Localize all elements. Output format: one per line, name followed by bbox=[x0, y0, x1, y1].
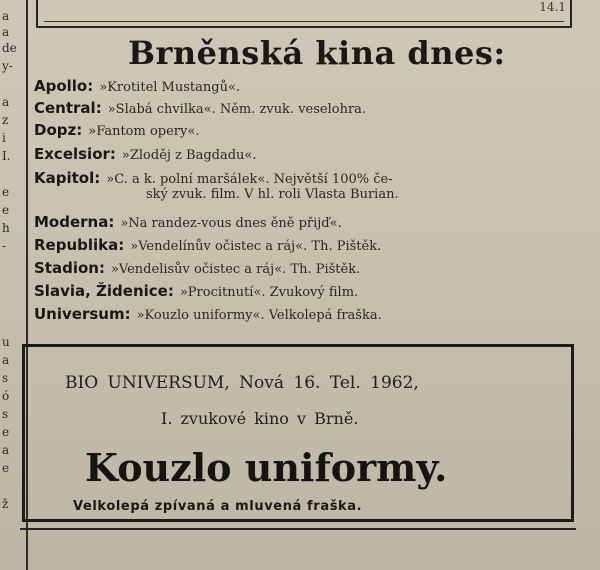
cinema-program: »Vendelisův očistec a ráj«. Th. Pištěk. bbox=[110, 262, 361, 277]
cinema-listing-excelsior bbox=[34, 146, 257, 164]
left-fragment: a bbox=[2, 95, 10, 109]
top-box-fragment: 14.1 bbox=[539, 0, 566, 14]
page-heading: Brněnská kina dnes: bbox=[128, 34, 506, 72]
cinema-listing-apollo bbox=[34, 78, 240, 96]
cinema-name: Republika: bbox=[34, 236, 125, 254]
cinema-listing-kapitol bbox=[34, 170, 399, 202]
cinema-name: Universum: bbox=[34, 305, 131, 323]
left-fragment: a bbox=[2, 9, 10, 23]
left-fragment: s bbox=[2, 371, 9, 385]
advertisement-box bbox=[22, 344, 574, 522]
cinema-listing-central bbox=[34, 100, 366, 118]
cinema-program: »Procitnutí«. Zvukový film. bbox=[179, 285, 359, 300]
ad-film-title: Kouzlo uniformy. bbox=[85, 445, 448, 490]
left-fragment: z bbox=[2, 113, 9, 127]
top-box-remnant bbox=[36, 0, 572, 28]
top-box-rule bbox=[44, 21, 564, 22]
left-fragment: ž bbox=[2, 497, 9, 511]
left-fragment: u bbox=[2, 335, 10, 349]
left-fragment: i bbox=[2, 131, 6, 145]
left-fragment: a bbox=[2, 443, 10, 457]
cinema-name: Stadion: bbox=[34, 259, 105, 277]
left-fragment: a bbox=[2, 353, 10, 367]
cinema-program: »Kouzlo uniformy«. Velkolepá fraška. bbox=[136, 308, 382, 323]
cinema-listing-dopz bbox=[34, 122, 199, 140]
cinema-program-continued: ský zvuk. film. V hl. roli Vlasta Burian. bbox=[146, 187, 399, 202]
cinema-name: Excelsior: bbox=[34, 145, 116, 163]
left-fragment: I. bbox=[2, 149, 11, 163]
ad-address-line: BIO UNIVERSUM, Nová 16. Tel. 1962, bbox=[65, 373, 419, 393]
left-fragment: e bbox=[2, 203, 10, 217]
cinema-program: »Zloděj z Bagdadu«. bbox=[121, 148, 257, 163]
left-fragment: s bbox=[2, 407, 9, 421]
cinema-program: »Na randez-vous dnes ěně přijď«. bbox=[120, 216, 342, 231]
left-fragment: e bbox=[2, 185, 10, 199]
cinema-name: Kapitol: bbox=[34, 169, 101, 187]
left-fragment: - bbox=[2, 239, 7, 253]
left-fragment: de bbox=[2, 41, 17, 55]
cinema-listing-universum bbox=[34, 306, 382, 324]
cinema-listing-moderna bbox=[34, 214, 342, 232]
cinema-program: »Vendelínův očistec a ráj«. Th. Pištěk. bbox=[130, 239, 382, 254]
ad-tagline: I. zvukové kino v Brně. bbox=[161, 409, 359, 428]
cinema-listing-stadion bbox=[34, 260, 360, 278]
cinema-listing-slavia bbox=[34, 283, 358, 301]
cinema-name: Apollo: bbox=[34, 77, 94, 95]
cinema-name: Dopz: bbox=[34, 121, 83, 139]
cinema-program: »Slabá chvilka«. Něm. zvuk. veselohra. bbox=[107, 102, 367, 117]
cinema-program: »C. a k. polní maršálek«. Největší 100% če- bbox=[106, 172, 393, 187]
cinema-name: Slavia, Židenice: bbox=[34, 282, 174, 300]
left-fragment: h bbox=[2, 221, 10, 235]
cinema-name: Central: bbox=[34, 99, 102, 117]
cinema-name: Moderna: bbox=[34, 213, 115, 231]
cinema-listing-republika bbox=[34, 237, 381, 255]
left-fragment: a bbox=[2, 25, 10, 39]
cinema-program: »Krotitel Mustangů«. bbox=[99, 80, 241, 95]
cinema-program: »Fantom opery«. bbox=[88, 124, 200, 139]
ad-bottom-rule bbox=[20, 528, 576, 530]
left-fragment: e bbox=[2, 425, 10, 439]
left-fragment: y- bbox=[2, 59, 13, 73]
left-fragment: ó bbox=[2, 389, 10, 403]
ad-subtitle: Velkolepá zpívaná a mluvená fraška. bbox=[73, 499, 363, 514]
left-fragment: e bbox=[2, 461, 10, 475]
